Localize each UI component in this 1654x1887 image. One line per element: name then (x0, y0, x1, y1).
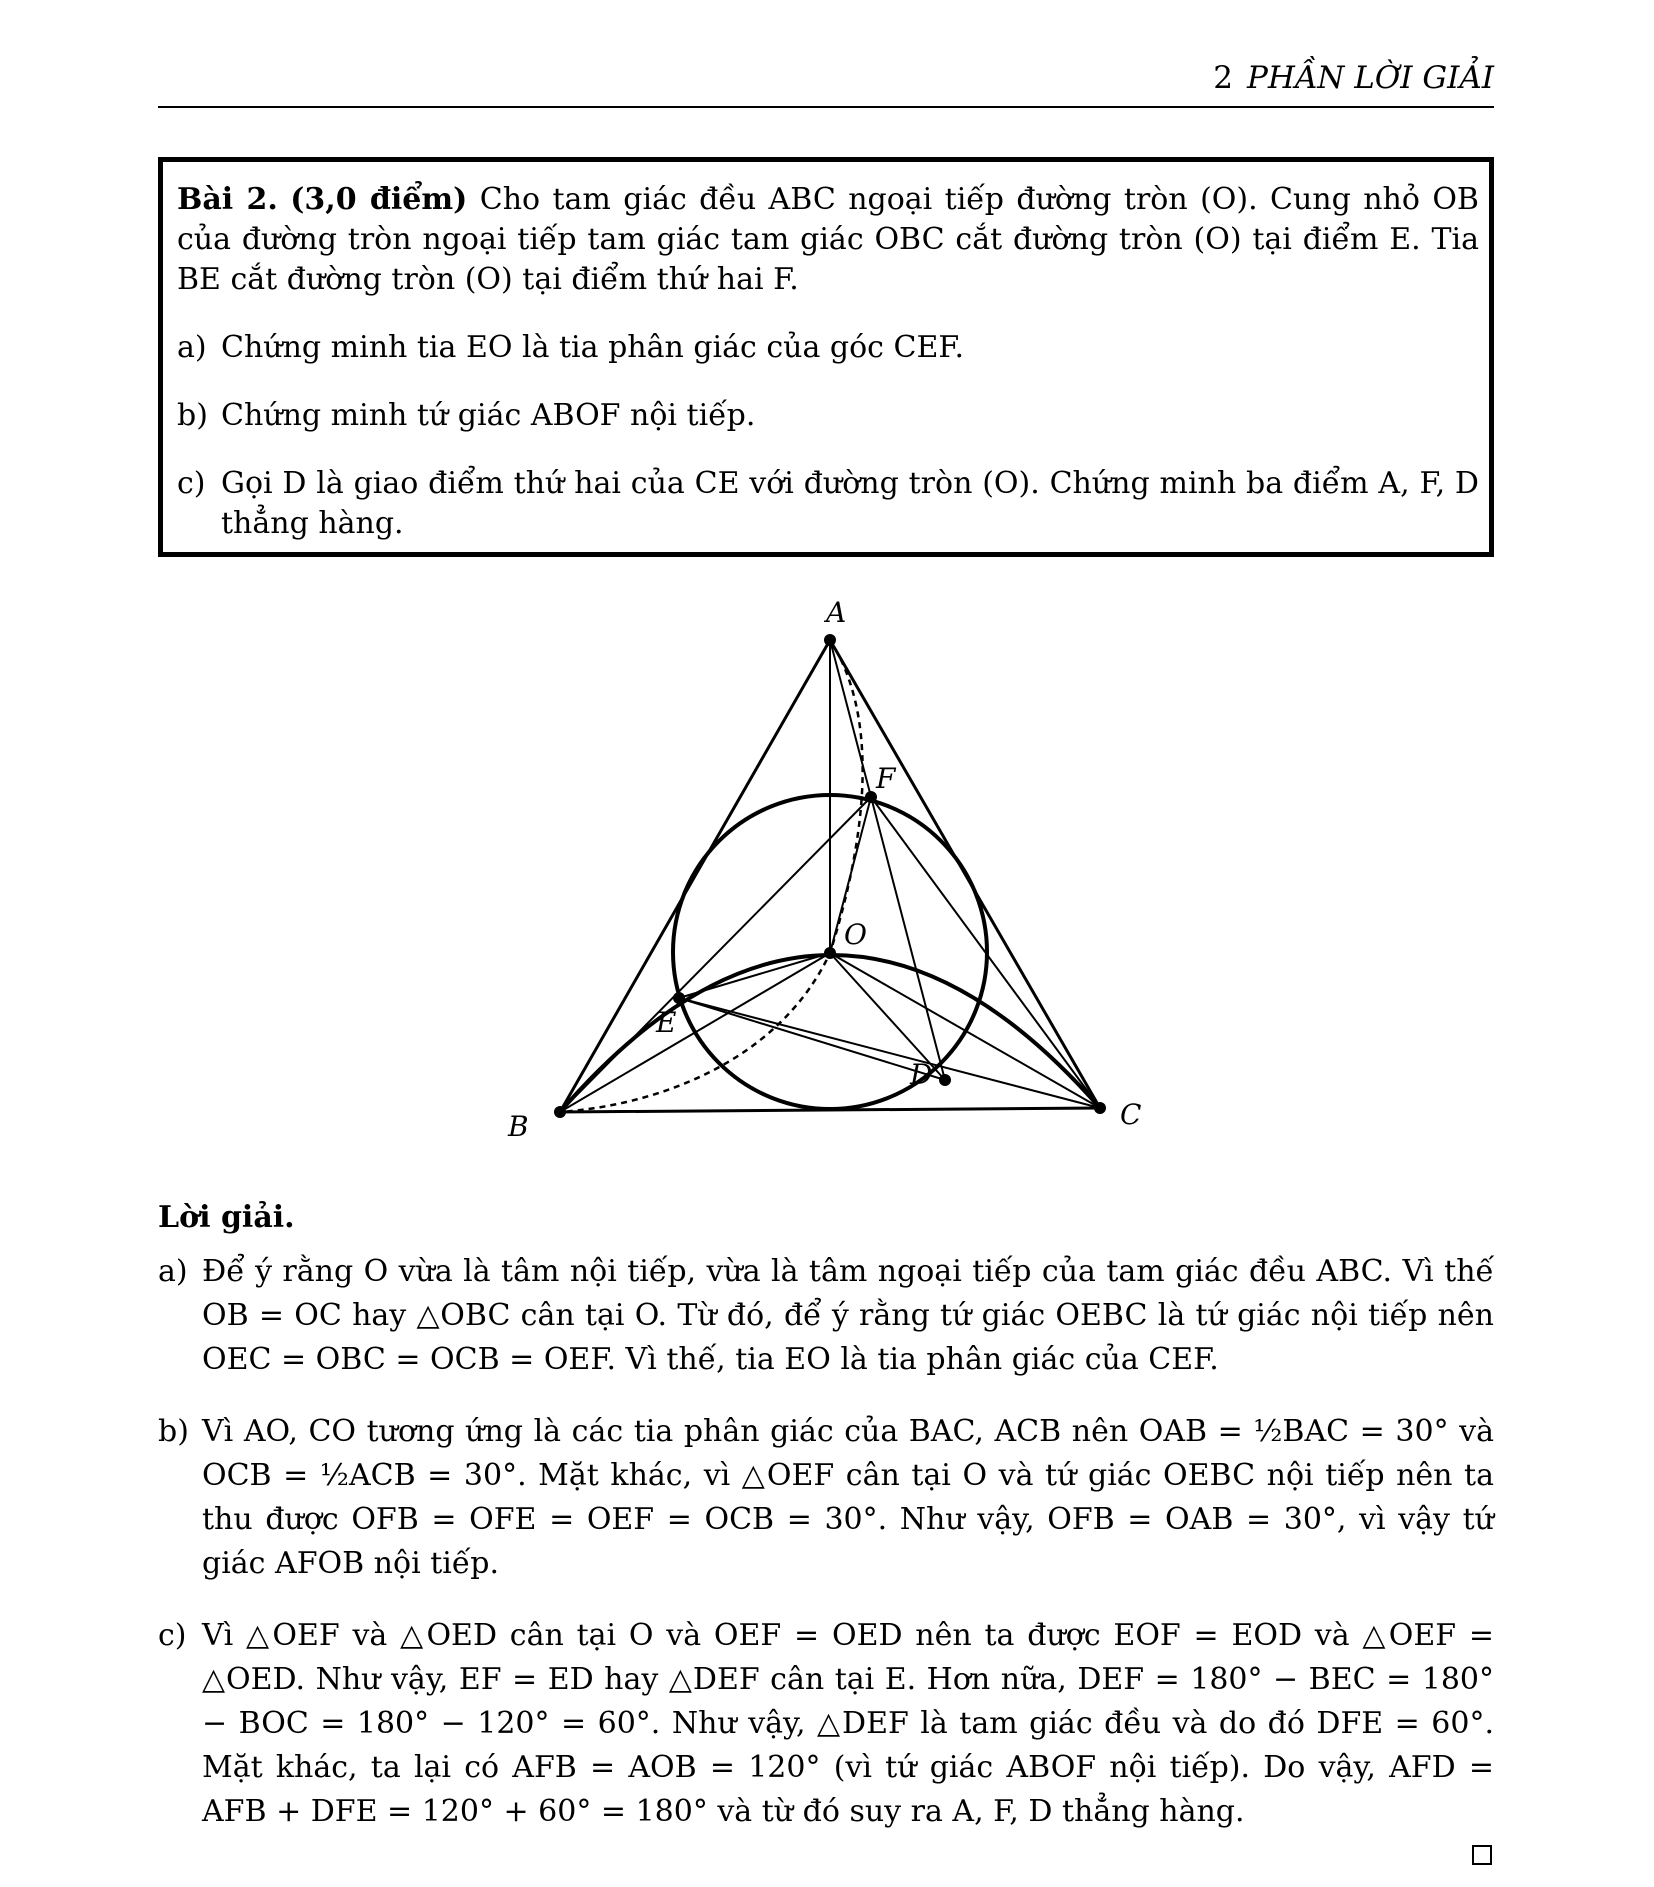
part-text: Chứng minh tia EO là tia phân giác của góc CEF. (221, 330, 965, 365)
geometry-figure (480, 590, 1180, 1170)
solution-label: a) (158, 1254, 188, 1289)
problem-text: Cho tam giác đều ABC ngoại tiếp đường tròn (O). Cung nhỏ OB của đường tròn ngoại tiếp tam giác tam giác OBC cắt đường tròn (O) tại điểm E. Tia BE cắt đường tròn (O) tại điểm thứ hai F. (177, 182, 1479, 297)
geometry-svg (480, 590, 1180, 1170)
solution-label: b) (158, 1414, 189, 1449)
part-label: a) (177, 330, 207, 365)
solution-text: Vì AO, CO tương ứng là các tia phân giác của BAC, ACB nên OAB = ½BAC = 30° và OCB = ½ACB = 30°. Mặt khác, vì △OEF cân tại O và tứ giác OEBC nội tiếp nên ta thu được OFB = OFE = OEF = OCB = 30°. Như vậy, OFB = OAB = 30°, vì vậy tứ giác AFOB nội tiếp. (202, 1414, 1494, 1581)
segment-fc (871, 797, 1100, 1108)
problem-part-c (177, 464, 1479, 544)
header-text (1213, 60, 1494, 96)
point-o (824, 947, 836, 959)
header-number: 2 (1213, 60, 1233, 96)
problem-part-a (177, 328, 1479, 368)
solution-title: Lời giải. (158, 1200, 295, 1235)
arc-boc (560, 955, 1100, 1112)
label-f: F (876, 762, 896, 795)
solution-item-c (158, 1614, 1494, 1834)
part-text: Chứng minh tứ giác ABOF nội tiếp. (221, 398, 756, 433)
solution-label: c) (158, 1618, 187, 1653)
part-label: b) (177, 398, 208, 433)
problem-title: Bài 2. (177, 182, 278, 217)
solution-item-a (158, 1250, 1494, 1382)
problem-part-b (177, 396, 1479, 436)
label-b: B (508, 1110, 529, 1143)
page-header (158, 60, 1494, 108)
solution-item-b (158, 1410, 1494, 1586)
header-title: PHẦN LỜI GIẢI (1246, 60, 1494, 96)
part-text: Gọi D là giao điểm thứ hai của CE với đường tròn (O). Chứng minh ba điểm A, F, D thẳng hàng. (221, 466, 1479, 541)
solution-text: Vì △OEF và △OED cân tại O và OEF = OED nên ta được EOF = EOD và △OEF = △OED. Như vậy, EF = ED hay △DEF cân tại E. Hơn nữa, DEF = 180° − BEC = 180° − BOC = 180° − 120° = 60°. Như vậy, △DEF là tam giác đều và do đó DFE = 60°. Mặt khác, ta lại có AFB = AOB = 120° (vì tứ giác ABOF nội tiếp). Do vậy, AFD = AFB + DFE = 120° + 60° = 180° và từ đó suy ra A, F, D thẳng hàng. (202, 1618, 1494, 1829)
point-e (673, 992, 685, 1004)
point-a (824, 634, 836, 646)
label-c: C (1120, 1098, 1142, 1131)
label-a: A (826, 596, 847, 629)
point-c (1094, 1102, 1106, 1114)
label-o: O (844, 918, 867, 951)
segment-ad (830, 640, 945, 1080)
qed-box (1472, 1845, 1492, 1865)
label-e: E (656, 1006, 677, 1039)
label-d: D (910, 1058, 933, 1091)
solution-text: Để ý rằng O vừa là tâm nội tiếp, vừa là tâm ngoại tiếp của tam giác đều ABC. Vì thế OB = OC hay △OBC cân tại O. Từ đó, để ý rằng tứ giác OEBC là tứ giác nội tiếp nên OEC = OBC = OCB = OEF. Vì thế, tia EO là tia phân giác của CEF. (202, 1254, 1494, 1377)
part-label: c) (177, 466, 206, 501)
problem-box (158, 157, 1494, 557)
segment-oc (830, 953, 1100, 1108)
segment-ec (679, 998, 1100, 1108)
problem-points: (3,0 điểm) (290, 182, 468, 217)
solution-body (158, 1250, 1494, 1862)
problem-statement (177, 180, 1479, 300)
point-d (939, 1074, 951, 1086)
point-b (554, 1106, 566, 1118)
